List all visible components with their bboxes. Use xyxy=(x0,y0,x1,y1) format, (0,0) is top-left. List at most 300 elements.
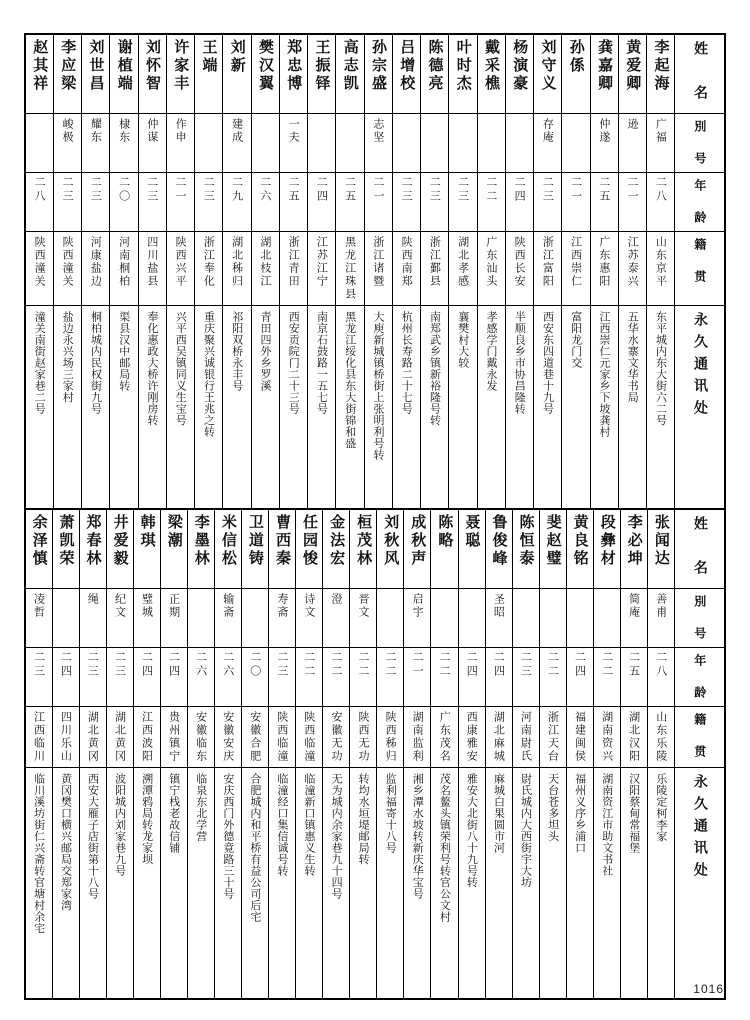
cell-province xyxy=(279,232,307,306)
age-text: 二八 xyxy=(654,176,668,204)
column-header-age xyxy=(675,648,726,707)
cell-alias xyxy=(251,114,279,173)
cell-name xyxy=(79,509,106,589)
column-header-name xyxy=(675,509,726,589)
name-text: 陈略 xyxy=(436,514,455,550)
cell-name xyxy=(404,509,431,589)
cell-name xyxy=(562,34,590,114)
age-text: 二三 xyxy=(202,176,216,204)
age-text: 二四 xyxy=(140,651,154,679)
address-text: 西安大雁子店街第十八号 xyxy=(86,773,100,900)
cell-address xyxy=(25,768,52,1000)
name-text: 叶时杰 xyxy=(454,39,473,93)
column-header-label: 永久通讯处 xyxy=(691,312,708,422)
alias-text: 正期 xyxy=(167,593,181,619)
cell-alias xyxy=(377,589,404,648)
name-text: 韩琪 xyxy=(138,514,157,550)
alias-text: 广福 xyxy=(654,118,668,144)
cell-province xyxy=(618,232,646,306)
cell-name xyxy=(431,509,458,589)
province-text: 陕西南郑 xyxy=(400,236,414,288)
table-row-province xyxy=(25,707,725,768)
age-text: 二三 xyxy=(32,651,46,679)
age-text: 二三 xyxy=(541,176,555,204)
cell-province xyxy=(364,232,392,306)
cell-age xyxy=(251,173,279,232)
cell-address xyxy=(404,768,431,1000)
address-text: 镇宁栈老故信铺 xyxy=(167,773,181,854)
age-text: 二三 xyxy=(275,651,289,679)
cell-address xyxy=(79,768,106,1000)
cell-province xyxy=(449,232,477,306)
province-text: 陕西临潼 xyxy=(302,711,316,763)
province-text: 陕西无功 xyxy=(357,711,371,763)
cell-province xyxy=(593,707,620,768)
name-text: 吕增校 xyxy=(398,39,417,93)
alias-text: 耀东 xyxy=(89,118,103,144)
cell-name xyxy=(53,34,81,114)
column-header-name xyxy=(675,34,725,114)
alias-text: 晋文 xyxy=(357,593,371,619)
age-text: 二〇 xyxy=(117,176,131,204)
name-text: 梁潮 xyxy=(165,514,184,550)
age-text: 二一 xyxy=(371,176,385,204)
name-text: 李必坤 xyxy=(625,514,644,568)
address-text: 波阳城内刘家巷九号 xyxy=(113,773,127,877)
name-text: 刘新 xyxy=(228,39,247,75)
name-text: 王振铎 xyxy=(313,39,332,93)
cell-alias xyxy=(53,114,81,173)
cell-province xyxy=(214,707,241,768)
cell-age xyxy=(562,173,590,232)
cell-province xyxy=(242,707,269,768)
name-text: 孙宗盛 xyxy=(370,39,388,93)
name-text: 许家丰 xyxy=(172,39,191,93)
table-row-name xyxy=(25,509,725,589)
cell-age xyxy=(138,173,166,232)
address-text: 半顺良乡市协昌隆转 xyxy=(513,311,527,415)
registry-table-top xyxy=(24,33,726,558)
cell-name xyxy=(160,509,187,589)
cell-alias xyxy=(138,114,166,173)
cell-alias xyxy=(79,589,106,648)
address-text: 杭州长寿路二十七号 xyxy=(400,311,414,415)
cell-age xyxy=(350,648,377,707)
cell-alias xyxy=(458,589,485,648)
alias-text: 志坚 xyxy=(371,118,385,144)
column-header-label: 別 号 xyxy=(692,120,707,168)
age-text: 二三 xyxy=(61,176,75,204)
address-text: 富阳龙门交 xyxy=(569,311,583,369)
cell-alias xyxy=(512,589,539,648)
registry-table-bottom xyxy=(24,508,726,1000)
cell-name xyxy=(512,509,539,589)
age-text: 二一 xyxy=(626,176,640,204)
age-text: 二二 xyxy=(438,651,452,679)
alias-text: 仲谋 xyxy=(145,118,159,144)
cell-name xyxy=(534,34,562,114)
name-text: 成秋声 xyxy=(409,514,428,568)
cell-age xyxy=(647,173,675,232)
cell-province xyxy=(323,707,350,768)
age-text: 二六 xyxy=(194,651,208,679)
age-text: 二二 xyxy=(329,651,343,679)
cell-name xyxy=(485,509,512,589)
address-text: 兴平西吴镇同义生宝号 xyxy=(174,311,188,426)
alias-text: 诗文 xyxy=(302,593,316,619)
province-text: 陕西兴平 xyxy=(174,236,188,288)
address-text: 奉化惠政大桥许刚房转 xyxy=(146,311,159,426)
alias-text: 简庵 xyxy=(627,593,641,619)
cell-alias xyxy=(566,589,593,648)
address-text: 渠县汉中邮局转 xyxy=(117,311,131,392)
province-text: 安徽安庆 xyxy=(221,711,235,763)
cell-province xyxy=(296,707,323,768)
cell-alias xyxy=(539,589,566,648)
cell-province xyxy=(562,232,590,306)
cell-age xyxy=(187,648,214,707)
cell-age xyxy=(620,648,647,707)
cell-age xyxy=(25,173,53,232)
cell-address xyxy=(485,768,512,1000)
cell-address xyxy=(377,768,404,1000)
name-text: 刘怀智 xyxy=(144,39,162,93)
address-text: 合肥城内和平桥有益公司后宅 xyxy=(248,773,262,923)
address-text: 江西崇仁元家乡下坡龚村 xyxy=(598,311,611,438)
cell-alias xyxy=(404,589,431,648)
cell-name xyxy=(590,34,618,114)
column-header-label: 年 龄 xyxy=(692,179,707,227)
age-text: 二五 xyxy=(343,176,357,204)
address-text: 襄樊村大较 xyxy=(456,311,470,369)
province-text: 陕西长安 xyxy=(513,236,527,288)
cell-age xyxy=(477,173,505,232)
cell-address xyxy=(458,768,485,1000)
age-text: 二三 xyxy=(400,176,414,204)
cell-name xyxy=(279,34,307,114)
cell-age xyxy=(82,173,110,232)
cell-name xyxy=(647,34,675,114)
province-text: 西康雅安 xyxy=(465,711,479,763)
cell-alias xyxy=(242,589,269,648)
table-row-age xyxy=(25,173,725,232)
cell-name xyxy=(620,509,647,589)
column-header-label: 別 号 xyxy=(692,595,707,643)
province-text: 广东惠阳 xyxy=(597,236,611,288)
alias-text: 作申 xyxy=(174,118,188,144)
age-text: 二二 xyxy=(600,651,614,679)
province-text: 浙江诸暨 xyxy=(371,236,385,288)
address-text: 西安东四道巷十九号 xyxy=(541,311,555,415)
cell-province xyxy=(336,232,364,306)
cell-name xyxy=(566,509,593,589)
province-text: 浙江青田 xyxy=(287,236,301,288)
cell-name xyxy=(505,34,533,114)
cell-province xyxy=(350,707,377,768)
address-text: 麻城白果圆市河 xyxy=(492,773,506,854)
name-text: 樊汉翼 xyxy=(257,39,275,93)
cell-province xyxy=(52,707,79,768)
cell-age xyxy=(505,173,533,232)
cell-age xyxy=(377,648,404,707)
address-text: 无为城内余家巷九十四号 xyxy=(330,773,344,900)
address-text: 雅安大北街八十九号转 xyxy=(465,773,479,888)
name-text: 刘守义 xyxy=(539,39,558,93)
cell-province xyxy=(133,707,160,768)
cell-address xyxy=(431,768,458,1000)
cell-age xyxy=(242,648,269,707)
age-text: 二三 xyxy=(113,651,127,679)
cell-alias xyxy=(647,589,674,648)
column-header-alias xyxy=(675,589,726,648)
column-header-label: 籍 贯 xyxy=(692,238,707,286)
column-header-label: 籍 贯 xyxy=(692,713,707,761)
cell-name xyxy=(251,34,279,114)
table-row-address xyxy=(25,768,725,1000)
cell-address xyxy=(242,768,269,1000)
age-text: 二八 xyxy=(33,176,47,204)
cell-name xyxy=(195,34,223,114)
cell-age xyxy=(53,173,81,232)
province-text: 安徽临东 xyxy=(194,711,208,763)
name-text: 孙係 xyxy=(567,39,586,75)
address-text: 尉氏城内大西街宇大坊 xyxy=(519,773,533,888)
age-text: 二四 xyxy=(167,651,181,679)
age-text: 二五 xyxy=(627,651,641,679)
address-text: 青田四外乡罗溪 xyxy=(259,311,272,392)
cell-age xyxy=(223,173,251,232)
alias-text: 棣东 xyxy=(117,118,131,144)
cell-alias xyxy=(485,589,512,648)
cell-province xyxy=(223,232,251,306)
province-text: 湖北黄冈 xyxy=(86,711,100,763)
table-row-province xyxy=(25,232,725,306)
cell-name xyxy=(269,509,296,589)
cell-province xyxy=(620,707,647,768)
cell-age xyxy=(79,648,106,707)
cell-address xyxy=(512,768,539,1000)
province-text: 浙江奉化 xyxy=(202,236,216,288)
cell-address xyxy=(323,768,350,1000)
cell-name xyxy=(214,509,241,589)
name-text: 刘世昌 xyxy=(87,39,106,93)
age-text: 二二 xyxy=(546,651,560,679)
alias-text: 纪文 xyxy=(113,593,127,619)
cell-province xyxy=(485,707,512,768)
province-text: 河康盐边 xyxy=(89,236,103,288)
age-text: 二三 xyxy=(456,176,470,204)
cell-alias xyxy=(336,114,364,173)
cell-province xyxy=(431,707,458,768)
cell-address xyxy=(296,768,323,1000)
cell-province xyxy=(505,232,533,306)
address-text: 溯潭鸦局转龙家坝 xyxy=(140,773,154,865)
name-text: 王端 xyxy=(200,39,219,75)
age-text: 二二 xyxy=(484,176,498,204)
cell-alias xyxy=(308,114,336,173)
province-text: 山东乐陵 xyxy=(654,711,668,763)
cell-age xyxy=(485,648,512,707)
address-text: 大庾新城镇桥街上张明利号转 xyxy=(372,311,385,461)
province-text: 浙江富阳 xyxy=(541,236,555,288)
cell-address xyxy=(106,768,133,1000)
age-text: 二五 xyxy=(597,176,611,204)
address-text: 桐柏城内民权街九号 xyxy=(89,311,103,415)
name-text: 井爱毅 xyxy=(111,514,130,568)
age-text: 二四 xyxy=(573,651,587,679)
name-text: 黄爱卿 xyxy=(624,39,643,93)
name-text: 郑春林 xyxy=(84,514,103,568)
cell-name xyxy=(449,34,477,114)
cell-age xyxy=(52,648,79,707)
alias-text: 澄 xyxy=(329,593,343,606)
cell-name xyxy=(187,509,214,589)
cell-alias xyxy=(214,589,241,648)
cell-province xyxy=(392,232,420,306)
column-header-label: 年 龄 xyxy=(692,654,707,702)
name-text: 卫道铸 xyxy=(246,514,265,568)
cell-alias xyxy=(52,589,79,648)
cell-age xyxy=(421,173,449,232)
cell-province xyxy=(166,232,194,306)
address-text: 潼关南街赵家巷二号 xyxy=(33,311,47,415)
province-text: 湖北枝江 xyxy=(258,236,272,288)
province-text: 黑龙江珠县 xyxy=(343,236,357,301)
cell-address xyxy=(269,768,296,1000)
cell-name xyxy=(618,34,646,114)
age-text: 二三 xyxy=(519,651,533,679)
cell-alias xyxy=(421,114,449,173)
cell-province xyxy=(590,232,618,306)
column-header-label: 姓 名 xyxy=(691,516,708,582)
cell-province xyxy=(106,707,133,768)
cell-alias xyxy=(133,589,160,648)
province-text: 贵州镇宁 xyxy=(167,711,181,763)
address-text: 临潼经口集信诚号转 xyxy=(275,773,289,877)
cell-alias xyxy=(82,114,110,173)
cell-province xyxy=(404,707,431,768)
age-text: 二九 xyxy=(230,176,244,204)
age-text: 二五 xyxy=(287,176,301,204)
cell-age xyxy=(449,173,477,232)
cell-alias xyxy=(477,114,505,173)
cell-age xyxy=(296,648,323,707)
cell-name xyxy=(336,34,364,114)
alias-text: 善甫 xyxy=(654,593,668,619)
alias-text: 寿斋 xyxy=(275,593,289,619)
province-text: 四川乐山 xyxy=(59,711,73,763)
cell-province xyxy=(477,232,505,306)
name-text: 余泽慎 xyxy=(30,514,49,568)
name-text: 任园悛 xyxy=(301,514,320,568)
name-text: 斐赵璧 xyxy=(544,514,563,568)
age-text: 二三 xyxy=(89,176,103,204)
province-text: 广东茂名 xyxy=(438,711,452,763)
name-text: 鲁俊峰 xyxy=(490,514,509,568)
cell-age xyxy=(512,648,539,707)
name-text: 赵其祥 xyxy=(31,39,50,93)
cell-alias xyxy=(296,589,323,648)
cell-age xyxy=(160,648,187,707)
cell-province xyxy=(82,232,110,306)
column-header-alias xyxy=(675,114,725,173)
age-text: 二二 xyxy=(357,651,371,679)
alias-text: 峻极 xyxy=(61,118,75,144)
address-text: 湘乡潭水坡转新庆华宝号 xyxy=(411,773,425,900)
province-text: 江苏泰兴 xyxy=(626,236,640,288)
cell-age xyxy=(25,648,52,707)
age-text: 二一 xyxy=(411,651,425,679)
cell-age xyxy=(195,173,223,232)
cell-alias xyxy=(269,589,296,648)
cell-age xyxy=(110,173,138,232)
age-text: 二三 xyxy=(145,176,159,204)
cell-alias xyxy=(431,589,458,648)
address-text: 临泉东北学营 xyxy=(194,773,208,842)
province-text: 浙江天台 xyxy=(546,711,560,763)
cell-alias xyxy=(618,114,646,173)
cell-age xyxy=(364,173,392,232)
cell-alias xyxy=(449,114,477,173)
cell-alias xyxy=(195,114,223,173)
name-text: 段彝材 xyxy=(598,514,617,568)
cell-alias xyxy=(166,114,194,173)
column-header-label: 永久通讯处 xyxy=(691,774,708,884)
province-text: 湖南资兴 xyxy=(600,711,614,763)
name-text: 李应梁 xyxy=(59,39,78,93)
cell-address xyxy=(350,768,377,1000)
cell-province xyxy=(421,232,449,306)
cell-address xyxy=(133,768,160,1000)
cell-name xyxy=(308,34,336,114)
cell-age xyxy=(404,648,431,707)
cell-age xyxy=(534,173,562,232)
cell-name xyxy=(539,509,566,589)
cell-province xyxy=(308,232,336,306)
cell-alias xyxy=(392,114,420,173)
cell-name xyxy=(133,509,160,589)
alias-text: 逊 xyxy=(626,118,640,131)
cell-address xyxy=(566,768,593,1000)
cell-province xyxy=(138,232,166,306)
cell-age xyxy=(590,173,618,232)
cell-name xyxy=(364,34,392,114)
cell-age xyxy=(269,648,296,707)
age-text: 二四 xyxy=(315,176,329,204)
cell-address xyxy=(214,768,241,1000)
name-text: 郑忠博 xyxy=(285,39,304,93)
address-text: 黑龙江绥化县东大街锦和盛 xyxy=(343,311,357,449)
alias-text: 绳 xyxy=(86,593,100,606)
column-header-province xyxy=(675,232,725,306)
address-text: 监利福寄十八号 xyxy=(384,773,398,854)
cell-name xyxy=(52,509,79,589)
name-text: 陈德亮 xyxy=(426,39,445,93)
province-text: 湖北秭归 xyxy=(230,236,244,288)
cell-alias xyxy=(593,589,620,648)
province-text: 山东京平 xyxy=(654,236,668,288)
table-row-name xyxy=(25,34,725,114)
name-text: 杨演豪 xyxy=(511,39,530,93)
address-text: 孝感学门戴永发 xyxy=(485,311,498,392)
cell-alias xyxy=(110,114,138,173)
cell-name xyxy=(458,509,485,589)
cell-name xyxy=(421,34,449,114)
cell-name xyxy=(110,34,138,114)
age-text: 二三 xyxy=(86,651,100,679)
province-text: 福建闽侯 xyxy=(573,711,587,763)
age-text: 二三 xyxy=(428,176,442,204)
